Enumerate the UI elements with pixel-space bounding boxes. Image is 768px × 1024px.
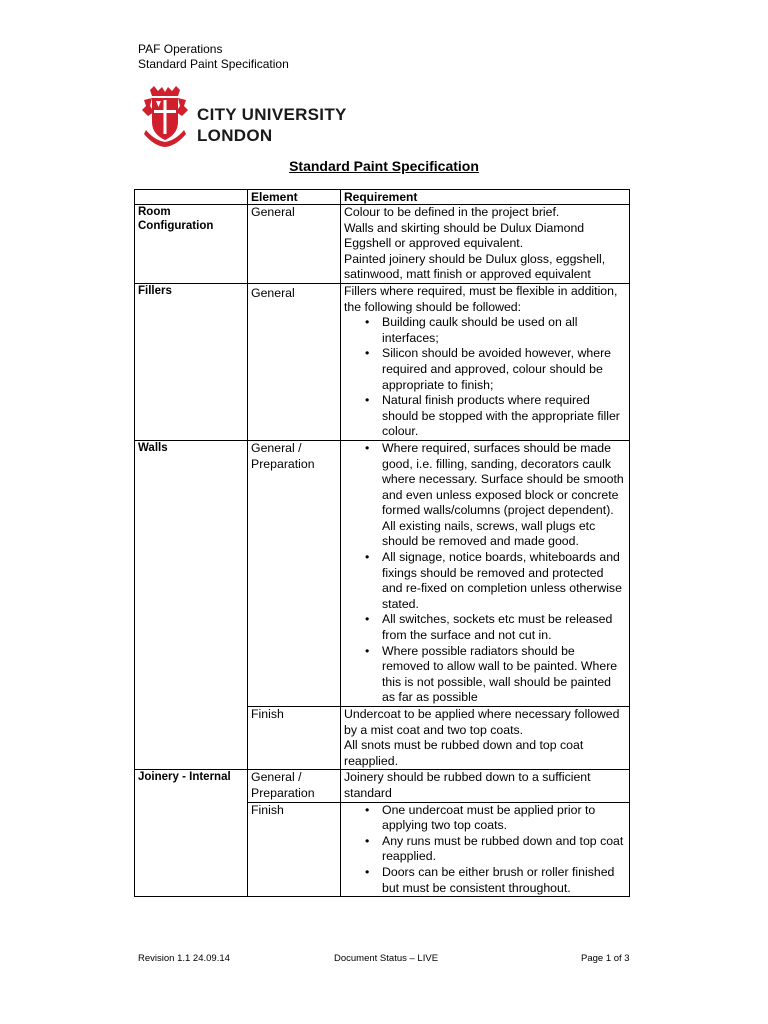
- page-title: Standard Paint Specification: [289, 158, 479, 174]
- element-cell: General / Preparation: [248, 770, 341, 802]
- table-row: [135, 802, 630, 897]
- logo-line-1: CITY UNIVERSITY: [197, 105, 347, 124]
- element-cell: Finish: [248, 707, 341, 770]
- requirement-cell: Joinery should be rubbed down to a sufficient standard: [341, 770, 630, 802]
- header-doc-name: Standard Paint Specification: [138, 56, 289, 71]
- logo-line-2: LONDON: [197, 126, 273, 145]
- bullet-list: [344, 803, 626, 897]
- element-cell: General: [248, 205, 341, 284]
- list-item: • Natural finish products where required should be stopped with the appropriate filler colour.: [382, 393, 626, 440]
- table-row: [135, 440, 630, 706]
- list-item: • Where required, surfaces should be made good, i.e. filling, sanding, decorators caulk where necessary. Surface should be smooth and even unless exposed block or concrete formed walls/columns (project dependent). All existing nails, screws, wall plugs etc should be removed and made good.: [382, 441, 626, 550]
- list-item: • One undercoat must be applied prior to applying two top coats.: [382, 803, 626, 834]
- requirement-cell: Colour to be defined in the project brief. Walls and skirting should be Dulux Diamond Eggshell or approved equivalent. Painted joinery should be Dulux gloss, eggshell, satinwood, matt finish or approved equivalent: [341, 205, 630, 284]
- table-row: [135, 770, 630, 802]
- specification-table: [134, 189, 630, 897]
- header-org: PAF Operations: [138, 42, 223, 56]
- list-item: • Any runs must be rubbed down and top coat reapplied.: [382, 834, 626, 865]
- footer-revision: Revision 1.1 24.09.14: [138, 953, 230, 964]
- requirement-cell: [341, 802, 630, 897]
- list-item: • Silicon should be avoided however, where required and approved, colour should be appropriate to finish;: [382, 346, 626, 393]
- header-requirement: Requirement: [341, 190, 630, 205]
- bullet-list: [344, 441, 626, 706]
- list-item: • All switches, sockets etc must be released from the surface and not cut in.: [382, 612, 626, 643]
- list-item: • Doors can be either brush or roller finished but must be consistent throughout.: [382, 865, 626, 896]
- table-header-row: [135, 190, 630, 205]
- list-item: • All signage, notice boards, whiteboards and fixings should be removed and protected and re-fixed on completion unless otherwise stated.: [382, 550, 626, 612]
- header-element: Element: [248, 190, 341, 205]
- logo-wordmark: [197, 104, 347, 146]
- list-item: • Building caulk should be used on all interfaces;: [382, 315, 626, 346]
- section-walls: Walls: [135, 440, 248, 706]
- list-item: • Where possible radiators should be removed to allow wall to be painted. Where this is not possible, wall should be painted as far as possible: [382, 644, 626, 706]
- section-fillers: Fillers: [135, 283, 248, 440]
- table-row: [135, 707, 630, 770]
- bullet-list: [344, 315, 626, 440]
- university-logo: [140, 86, 350, 148]
- section-room-configuration: Room Configuration: [135, 205, 248, 284]
- document-header: [138, 42, 289, 71]
- table-row: [135, 205, 630, 284]
- element-cell: Finish: [248, 802, 341, 897]
- requirement-cell: Undercoat to be applied where necessary followed by a mist coat and two top coats. All snots must be rubbed down and top coat reapplied.: [341, 707, 630, 770]
- footer-status: Document Status – LIVE: [334, 953, 439, 964]
- footer-page-number: Page 1 of 3: [581, 953, 630, 964]
- header-blank-cell: [135, 190, 248, 205]
- element-cell: General / Preparation: [248, 440, 341, 706]
- section-joinery-internal: Joinery - Internal: [135, 770, 248, 802]
- table-row: [135, 283, 630, 440]
- element-cell: General: [248, 283, 341, 440]
- crest-icon: [140, 86, 190, 148]
- requirement-cell: [341, 440, 630, 706]
- requirement-cell: Fillers where required, must be flexible in addition, the following should be followed: • Building caulk should be used on all interfaces; • Silicon should be avoided however, where required and approved, colour should be appropriate to finish; • Natural finish products where required should be stopped with the appropriate filler colour.: [341, 283, 630, 440]
